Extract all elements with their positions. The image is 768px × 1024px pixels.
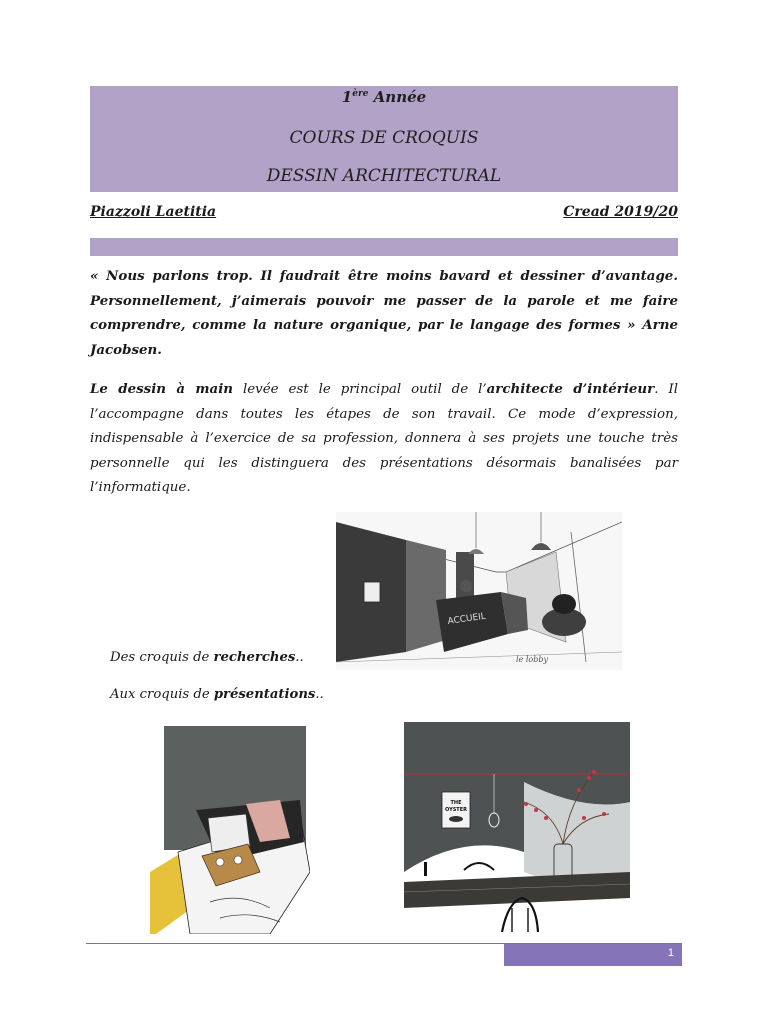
presentation-prefix: Aux croquis de (110, 687, 214, 702)
presentation-caption (110, 687, 324, 702)
intro-text-1: levée est le principal outil de l’ (233, 382, 487, 397)
research-bold: recherches (213, 650, 296, 665)
lobby-desk-sign: ACCUEIL (447, 611, 487, 627)
intro-bold-2: architecte d’intérieur (486, 381, 655, 397)
poster-line-1: THE (450, 800, 462, 806)
intro-text-2: . Il l’accompagne dans toutes les étapes de son travail. Ce mode d’expression, indispensable à l’exercice de sa profession, donnera à ses projets une touche très personnelle qui les distinguera des présentations désormais banalisées par l’informatique. (90, 382, 678, 495)
poster-line-2: OYSTER (445, 807, 467, 813)
year-heading (90, 88, 678, 106)
lobby-sketch-drawing (336, 512, 622, 670)
year-superscript: ère (352, 89, 369, 99)
intro-paragraph (90, 377, 678, 501)
divider-band (90, 238, 678, 256)
bedroom-sketch-image (150, 722, 310, 934)
bedroom-sketch-drawing (150, 722, 310, 934)
school-year: Cread 2019/20 (563, 204, 678, 220)
lobby-caption: le lobby (516, 655, 548, 664)
intro-bold-1: Le dessin à main (90, 381, 234, 397)
research-prefix: Des croquis de (110, 650, 214, 665)
author-row (90, 204, 678, 226)
research-suffix: .. (295, 650, 304, 665)
research-caption (110, 650, 304, 665)
course-title: COURS DE CROQUIS (289, 128, 479, 148)
author-name: Piazzoli Laetitia (90, 204, 217, 220)
page-number-box (504, 944, 682, 966)
year-number: 1 (341, 88, 353, 106)
quote-paragraph: « Nous parlons trop. Il faudrait être moins bavard et dessiner d’avantage. Personnellement, j’aimerais pouvoir me passer de la parole et me faire comprendre, comme la nature organique, par le langage des formes » Arne Jacobsen. (90, 268, 678, 358)
course-subtitle: DESSIN ARCHITECTURAL (266, 166, 502, 186)
cafe-sketch-image (404, 722, 630, 932)
presentation-bold: présentations (213, 687, 316, 702)
page-number: 1 (667, 947, 674, 959)
cafe-sketch-drawing (404, 722, 630, 932)
year-word: Année (368, 88, 427, 106)
presentation-suffix: .. (315, 687, 324, 702)
lobby-sketch-image (336, 512, 622, 670)
title-banner (90, 86, 678, 192)
